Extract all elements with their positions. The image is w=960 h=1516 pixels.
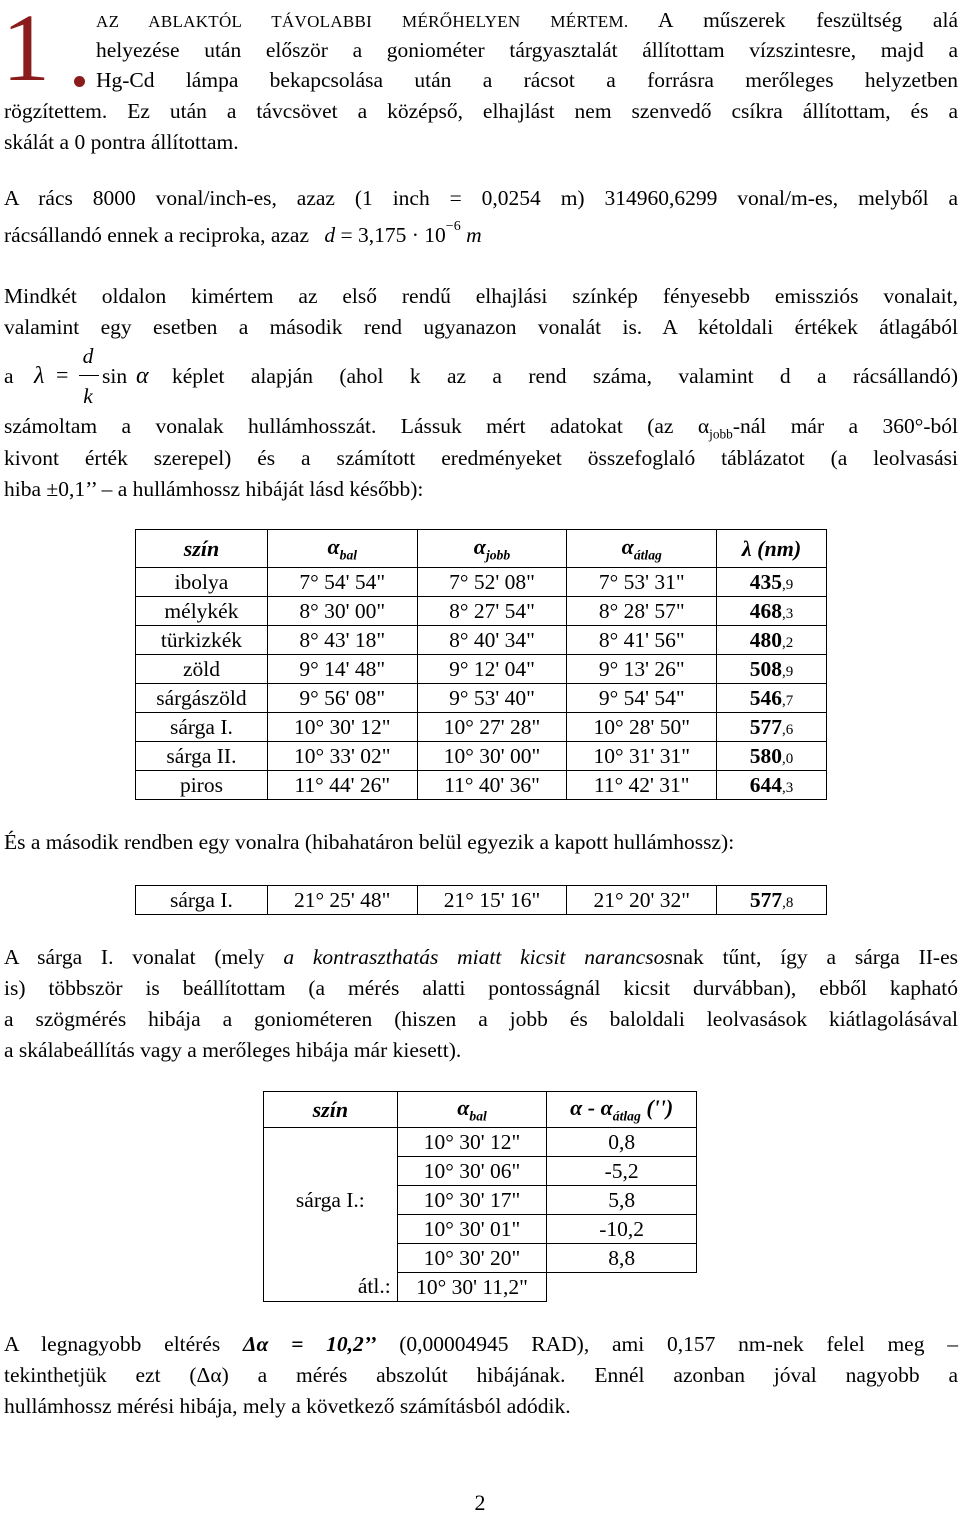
lambda-integer: 577 bbox=[749, 714, 783, 739]
table-row bbox=[136, 597, 827, 626]
cell-bal: 11° 44' 26" bbox=[267, 771, 417, 800]
method-line-4-post: -nál már a 360°-ból bbox=[732, 414, 958, 438]
cell-szin: zöld bbox=[136, 655, 268, 684]
cell-diff: -5,2 bbox=[547, 1157, 697, 1186]
formula-exponent: −6 bbox=[445, 219, 461, 234]
lambda-symbol: λ bbox=[34, 363, 45, 389]
cell-bal: 10° 30' 20" bbox=[397, 1244, 547, 1273]
intro-line-1-rest: A műszerek feszültség alá bbox=[658, 8, 958, 32]
intro-smallcaps: AZ ABLAKTÓL TÁVOLABBI MÉRŐHELYEN MÉRTEM. bbox=[96, 12, 629, 31]
lambda-integer: 435 bbox=[749, 569, 783, 594]
measurement-table bbox=[135, 529, 827, 800]
header-alpha: α bbox=[327, 533, 340, 559]
intro-line-4: rögzítettem. Ez után a távcsövet a középső, elhajlást nem szenvedő csíkra állítottam, és a bbox=[4, 99, 958, 123]
conclusion-delta-alpha: Δα = 10,2’’ bbox=[243, 1332, 377, 1356]
formula-unit: m bbox=[466, 223, 482, 248]
cell-bal: 10° 30' 17" bbox=[397, 1186, 547, 1215]
header-lambda bbox=[717, 530, 827, 568]
header-sub: átlag bbox=[612, 1108, 641, 1124]
cell-jobb: 9° 12' 04" bbox=[417, 655, 567, 684]
cell-jobb: 10° 27' 28" bbox=[417, 713, 567, 742]
table-row bbox=[136, 568, 827, 597]
cell-szin: ibolya bbox=[136, 568, 268, 597]
conclusion-line-3: hullámhossz mérési hibája, mely a következő számításból adódik. bbox=[4, 1394, 571, 1418]
cell-diff: 8,8 bbox=[547, 1244, 697, 1273]
fraction-numerator: d bbox=[82, 344, 94, 368]
method-line-3: képlet alapján (ahol k az a rend száma, valamint d a rácsállandó) bbox=[172, 364, 958, 388]
cell-diff: -10,2 bbox=[547, 1215, 697, 1244]
yellow-line-1-italic: a kontraszthatás miatt kicsit narancsos bbox=[283, 945, 673, 969]
equals-sign: = bbox=[56, 362, 69, 387]
header-sub: bal bbox=[469, 1108, 487, 1124]
yellow-line-1 bbox=[4, 947, 958, 969]
cell-szin: piros bbox=[136, 771, 268, 800]
fraction-bar bbox=[79, 375, 99, 376]
cell-szin: sárgászöld bbox=[136, 684, 268, 713]
cell-atlag: 9° 13' 26" bbox=[567, 655, 717, 684]
cell-bal: 7° 54' 54" bbox=[267, 568, 417, 597]
table-row bbox=[136, 626, 827, 655]
formula-value: = 3,175 · 10 bbox=[340, 223, 446, 248]
cell-atlag: 11° 42' 31" bbox=[567, 771, 717, 800]
conclusion-line-2: tekinthetjük ezt (Δα) a mérés abszolút hibájának. Ennél azonban jóval nagyobb a bbox=[4, 1363, 958, 1387]
fraction-denominator: k bbox=[83, 384, 93, 408]
table-header-row bbox=[264, 1092, 697, 1128]
cell-lambda bbox=[717, 626, 827, 655]
yellow-line-4: a skálabeállítás vagy a merőleges hibája már kiesett). bbox=[4, 1038, 462, 1062]
cell-jobb: 9° 53' 40" bbox=[417, 684, 567, 713]
header-sub: bal bbox=[339, 547, 358, 563]
cell-szin: sárga I. bbox=[136, 713, 268, 742]
lambda-integer: 577 bbox=[749, 887, 783, 912]
header-lambda-text: λ (nm) bbox=[741, 535, 802, 561]
cell-lambda bbox=[717, 655, 827, 684]
grating-line-1: A rács 8000 vonal/inch-es, azaz (1 inch = 0,0254 m) 314960,6299 vonal/m-es, melyből a bbox=[4, 186, 958, 210]
method-line-5: kivont érték szerepel) és a számított eredményeket összefoglaló táblázatot (a leolvasási bbox=[4, 446, 958, 470]
header-szin: szín bbox=[264, 1092, 398, 1128]
cell-jobb: 7° 52' 08" bbox=[417, 568, 567, 597]
conclusion-line-1 bbox=[4, 1334, 958, 1356]
cell-bal: 10° 30' 06" bbox=[397, 1157, 547, 1186]
alpha-symbol: α bbox=[136, 363, 149, 389]
lambda-decimal: ,3 bbox=[782, 605, 794, 622]
formula-d: d bbox=[324, 223, 336, 248]
sin-text: sin bbox=[102, 364, 128, 388]
lambda-integer: 480 bbox=[749, 627, 783, 652]
cell-atlag: 8° 28' 57" bbox=[567, 597, 717, 626]
average-label: átl.: bbox=[264, 1273, 398, 1302]
second-order-text: És a második rendben egy vonalra (hibahatáron belül egyezik a kapott hullámhossz): bbox=[4, 830, 735, 854]
header-unit: ('') bbox=[640, 1094, 674, 1120]
intro-line-2: helyezése után először a goniométer tárgyasztalát állítottam vízszintesre, majd a bbox=[96, 38, 958, 62]
lambda-decimal: ,9 bbox=[782, 663, 794, 680]
cell-szin: türkizkék bbox=[136, 626, 268, 655]
lambda-decimal: ,9 bbox=[782, 576, 794, 593]
table-row bbox=[136, 742, 827, 771]
intro-line-5: skálát a 0 pontra állítottam. bbox=[4, 130, 239, 154]
lambda-decimal: ,8 bbox=[782, 894, 794, 911]
cell-szin: sárga II. bbox=[136, 742, 268, 771]
cell-lambda bbox=[717, 886, 827, 915]
group-label: sárga I.: bbox=[264, 1128, 398, 1273]
yellow-line-3: a szögmérés hibája a goniométeren (hiszen a jobb és baloldali leolvasások kiátlagolásával bbox=[4, 1007, 958, 1031]
table-row bbox=[136, 713, 827, 742]
lambda-integer: 580 bbox=[749, 743, 783, 768]
header-szin bbox=[136, 530, 268, 568]
cell-lambda bbox=[717, 771, 827, 800]
method-line-4 bbox=[4, 416, 958, 441]
cell-jobb: 10° 30' 00" bbox=[417, 742, 567, 771]
cell-atlag: 7° 53' 31" bbox=[567, 568, 717, 597]
lambda-integer: 644 bbox=[749, 772, 783, 797]
header-alpha: α bbox=[621, 533, 634, 559]
method-line-4-pre: számoltam a vonalak hullámhosszát. Lássuk mért adatokat (az α bbox=[4, 414, 710, 438]
table-row bbox=[264, 1128, 697, 1157]
header-alpha-diff-text: α - α bbox=[570, 1094, 613, 1120]
yellow-line-1-pre: A sárga I. vonalat (mely bbox=[4, 945, 284, 969]
table-row bbox=[136, 684, 827, 713]
header-sub: átlag bbox=[633, 547, 662, 563]
header-szin-text: szín bbox=[183, 535, 220, 561]
cell-lambda bbox=[717, 742, 827, 771]
average-row bbox=[264, 1273, 697, 1302]
table-row bbox=[136, 771, 827, 800]
table-header-row bbox=[136, 530, 827, 568]
cell-atlag: 10° 28' 50" bbox=[567, 713, 717, 742]
lambda-decimal: ,3 bbox=[782, 779, 794, 796]
cell-bal: 8° 30' 00" bbox=[267, 597, 417, 626]
drop-cap: 1 bbox=[2, 0, 50, 101]
method-line-2: valamint egy esetben a második rend ugyanazon vonalát is. A kétoldali értékek átlagából bbox=[4, 315, 958, 339]
cell-atlag: 10° 31' 31" bbox=[567, 742, 717, 771]
page-number: 2 bbox=[474, 1490, 486, 1515]
header-alpha-diff bbox=[547, 1092, 697, 1128]
cell-bal: 10° 30' 12" bbox=[397, 1128, 547, 1157]
yellow-line-1-post: nak tűnt, így a sárga II-es bbox=[672, 945, 959, 969]
header-alpha: α bbox=[473, 533, 486, 559]
second-order-table bbox=[135, 885, 827, 915]
header-alpha: α bbox=[457, 1094, 470, 1120]
cell-atlag: 8° 41' 56" bbox=[567, 626, 717, 655]
conclusion-line-1-pre: A legnagyobb eltérés bbox=[4, 1332, 244, 1356]
yellow-line-2: is) többször is beállítottam (a mérés alatti pontosságnál kicsit durvábban), ebből kapható bbox=[4, 976, 958, 1000]
lambda-decimal: ,0 bbox=[782, 750, 794, 767]
header-alpha-bal bbox=[267, 530, 417, 568]
drop-cap-dot bbox=[74, 76, 85, 87]
header-alpha-jobb bbox=[417, 530, 567, 568]
grating-line-2-text: rácsállandó ennek a reciproka, azaz bbox=[4, 223, 309, 248]
yellow-table bbox=[263, 1091, 697, 1302]
grating-line-2 bbox=[4, 219, 958, 248]
alpha-jobb-sub: jobb bbox=[709, 426, 733, 442]
lambda-decimal: ,2 bbox=[782, 634, 794, 651]
cell-jobb: 8° 27' 54" bbox=[417, 597, 567, 626]
method-a: a bbox=[4, 364, 14, 388]
cell-lambda bbox=[717, 568, 827, 597]
table-row bbox=[136, 655, 827, 684]
lambda-integer: 508 bbox=[749, 656, 783, 681]
cell-lambda bbox=[717, 684, 827, 713]
lambda-decimal: ,7 bbox=[782, 692, 794, 709]
cell-szin: sárga I. bbox=[136, 886, 268, 915]
cell-diff: 5,8 bbox=[547, 1186, 697, 1215]
intro-line-1 bbox=[96, 10, 958, 32]
intro-line-3: Hg-Cd lámpa bekapcsolása után a rácsot a forrásra merőleges helyzetben bbox=[96, 68, 958, 92]
table-row bbox=[136, 886, 827, 915]
cell-jobb: 8° 40' 34" bbox=[417, 626, 567, 655]
lambda-decimal: ,6 bbox=[782, 721, 794, 738]
cell-lambda bbox=[717, 713, 827, 742]
conclusion-line-1-post: (0,00004945 RAD), ami 0,157 nm-nek felel meg – bbox=[376, 1332, 958, 1356]
header-alpha-atlag bbox=[567, 530, 717, 568]
cell-atlag: 21° 20' 32" bbox=[567, 886, 717, 915]
cell-bal: 9° 14' 48" bbox=[267, 655, 417, 684]
cell-bal: 9° 56' 08" bbox=[267, 684, 417, 713]
cell-bal: 21° 25' 48" bbox=[267, 886, 417, 915]
method-line-1: Mindkét oldalon kimértem az első rendű elhajlási színkép fényesebb emissziós vonalait, bbox=[4, 284, 958, 308]
cell-bal: 8° 43' 18" bbox=[267, 626, 417, 655]
cell-diff: 0,8 bbox=[547, 1128, 697, 1157]
average-value: 10° 30' 11,2" bbox=[397, 1273, 547, 1302]
lambda-integer: 468 bbox=[749, 598, 783, 623]
cell-jobb: 11° 40' 36" bbox=[417, 771, 567, 800]
cell-szin: mélykék bbox=[136, 597, 268, 626]
cell-lambda bbox=[717, 597, 827, 626]
cell-bal: 10° 30' 01" bbox=[397, 1215, 547, 1244]
cell-atlag: 9° 54' 54" bbox=[567, 684, 717, 713]
lambda-integer: 546 bbox=[749, 685, 783, 710]
header-sub: jobb bbox=[485, 547, 511, 563]
cell-bal: 10° 33' 02" bbox=[267, 742, 417, 771]
header-alpha-bal bbox=[397, 1092, 547, 1128]
cell-bal: 10° 30' 12" bbox=[267, 713, 417, 742]
empty-cell bbox=[547, 1273, 697, 1302]
method-line-6: hiba ±0,1’’ – a hullámhossz hibáját lásd később): bbox=[4, 477, 424, 501]
cell-jobb: 21° 15' 16" bbox=[417, 886, 567, 915]
